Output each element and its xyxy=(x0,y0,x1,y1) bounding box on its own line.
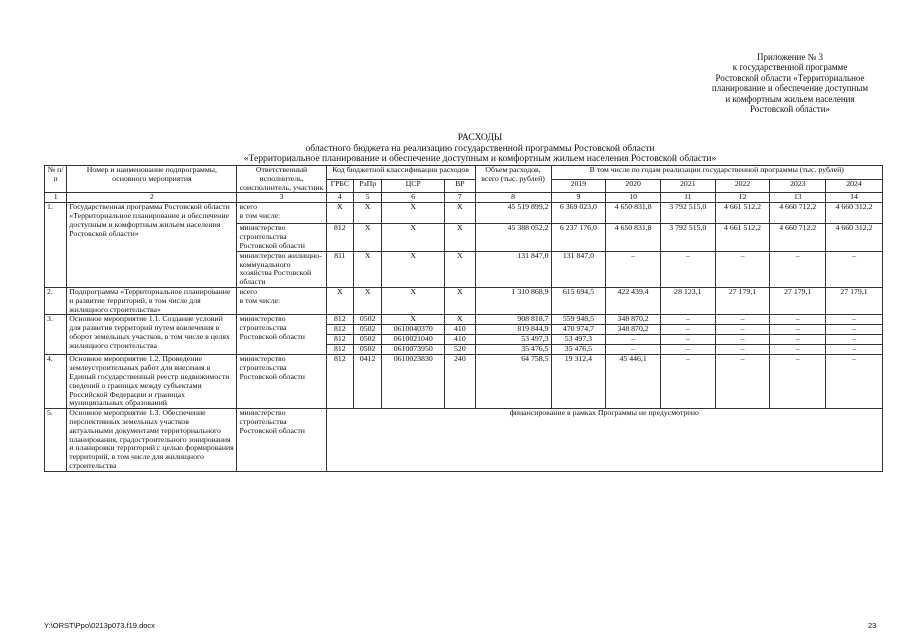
document-heading xyxy=(150,133,810,165)
cell-2020 xyxy=(606,315,661,355)
row-num: 2. xyxy=(45,287,67,314)
col-number: 4 xyxy=(326,193,353,203)
col-number: 11 xyxy=(660,193,715,203)
header-grbs: ГРБС xyxy=(326,179,353,193)
line-2024: – xyxy=(826,324,882,334)
cell-grbs: X xyxy=(326,287,353,314)
cell-2023: 4 660 712,2 xyxy=(770,203,826,224)
line-2024: – xyxy=(852,314,856,324)
col-number: 12 xyxy=(715,193,770,203)
col-number: 8 xyxy=(475,193,551,203)
line-csr: X xyxy=(410,314,417,324)
cell-2019: 6 369 023,0 xyxy=(551,203,606,224)
row-num: 1. xyxy=(45,203,67,288)
line-rzpr: 0502 xyxy=(359,314,376,324)
line-2020: 348 870,2 xyxy=(606,324,660,334)
cell-rzpr: X xyxy=(353,287,381,314)
cell-2020: 422 439,4 xyxy=(606,287,661,314)
table-row xyxy=(45,203,883,224)
cell-2022 xyxy=(715,315,770,355)
line-2022: – xyxy=(716,344,770,354)
cell-csr: X xyxy=(382,251,445,287)
row-num: 3. xyxy=(45,315,67,355)
row-name: Основное мероприятие 1.2. Проведение землеустроительных работ для внесения в Единый государственный реестр недвижимости сведений о границах между субъектами Российской Федерации и границах муниципальных образований xyxy=(67,355,237,409)
appendix-line: Ростовской области» xyxy=(749,104,831,115)
line-2021: – xyxy=(685,314,690,324)
line-csr: 0610040370 xyxy=(382,324,444,334)
cell-grbs: 812 xyxy=(326,224,353,251)
cell-2020: 4 650 831,8 xyxy=(606,203,661,224)
line-2022: – xyxy=(716,324,770,334)
row-executor: министерство строительства Ростовской области xyxy=(237,409,326,472)
table-row xyxy=(45,409,883,472)
cell-2024: 27 179,1 xyxy=(826,287,883,314)
cell-2022: – xyxy=(715,251,770,287)
cell-2024: 4 660 312,2 xyxy=(826,224,883,251)
line-2023: – xyxy=(795,314,800,324)
column-number-row xyxy=(45,193,883,203)
header-year: 2020 xyxy=(606,179,661,193)
cell-grbs: 811 xyxy=(326,251,353,287)
col-number: 5 xyxy=(353,193,381,203)
line-grbs: 812 xyxy=(327,324,353,334)
cell-2020: 45 446,1 xyxy=(606,355,661,409)
cell-2022: 27 179,1 xyxy=(715,287,770,314)
cell-volume: 64 758,5 xyxy=(475,355,551,409)
cell-volume: 45 519 899,2 xyxy=(475,203,551,224)
heading-line-1: областного бюджета на реализацию государственной программы Ростовской области xyxy=(305,142,655,154)
col-number: 9 xyxy=(551,193,606,203)
line-vr: 410 xyxy=(445,334,474,344)
cell-2023: – xyxy=(770,251,826,287)
cell-rzpr: X xyxy=(353,251,381,287)
row-executor: министерство строительства Ростовской области xyxy=(237,355,326,409)
line-2019: 470 974,7 xyxy=(552,324,606,334)
header-vr: ВР xyxy=(445,179,475,193)
cell-grbs xyxy=(326,315,353,355)
cell-2022: – xyxy=(715,355,770,409)
col-number: 14 xyxy=(826,193,883,203)
row-executor: министерство строительства Ростовской области xyxy=(237,315,326,355)
table-row xyxy=(45,287,883,314)
header-year: 2022 xyxy=(715,179,770,193)
cell-2024: – xyxy=(826,251,883,287)
cell-csr xyxy=(382,315,445,355)
line-2022: – xyxy=(740,314,745,324)
cell-2022: 4 661 512,2 xyxy=(715,224,770,251)
header-year: 2021 xyxy=(660,179,715,193)
cell-2020: 4 650 831,8 xyxy=(606,224,661,251)
cell-2021: 3 792 515,0 xyxy=(660,203,715,224)
col-number: 6 xyxy=(382,193,445,203)
cell-csr: X xyxy=(382,203,445,224)
header-volume: Объем расходов, всего (тыс. рублей) xyxy=(475,166,551,193)
cell-grbs: 812 xyxy=(326,355,353,409)
cell-vr xyxy=(445,315,475,355)
line-2019: 35 476,5 xyxy=(552,344,606,354)
header-csr: ЦСР xyxy=(382,179,445,193)
line-2019: 53 497,3 xyxy=(552,334,606,344)
line-2022: – xyxy=(716,334,770,344)
header-year: 2019 xyxy=(551,179,606,193)
col-number: 13 xyxy=(770,193,826,203)
cell-2023: – xyxy=(770,355,826,409)
cell-2021: – xyxy=(660,251,715,287)
cell-2024 xyxy=(826,315,883,355)
col-number: 10 xyxy=(606,193,661,203)
cell-2021: 28 123,1 xyxy=(660,287,715,314)
line-csr: 0610073950 xyxy=(382,344,444,354)
cell-2021: – xyxy=(660,355,715,409)
line-csr: 0610021040 xyxy=(382,334,444,344)
cell-csr: 0610023830 xyxy=(382,355,445,409)
line-2024: – xyxy=(826,334,882,344)
heading-title: РАСХОДЫ xyxy=(457,132,503,143)
appendix-line: к государственной программе xyxy=(732,62,848,73)
line-rzpr: 0502 xyxy=(354,344,381,354)
file-path: Y:\ORST\Ppo\0213p073.f19.docx xyxy=(44,621,155,630)
line-vr: 520 xyxy=(445,344,474,354)
page-number: 23 xyxy=(868,621,877,630)
line-grbs: 812 xyxy=(327,344,353,354)
line-2020: – xyxy=(606,334,660,344)
cell-rzpr xyxy=(353,315,381,355)
row-num: 5. xyxy=(45,409,67,472)
cell-volume: 131 847,0 xyxy=(475,251,551,287)
line-volume: 908 818,7 xyxy=(517,314,549,324)
appendix-block xyxy=(690,52,890,114)
cell-vr: 240 xyxy=(445,355,475,409)
col-number: 2 xyxy=(67,193,237,203)
cell-csr: X xyxy=(382,287,445,314)
cell-volume xyxy=(475,315,551,355)
col-number: 3 xyxy=(237,193,326,203)
row-executor: министерство жилищно-коммунального хозяйства Ростовской области xyxy=(237,251,326,287)
line-2021: – xyxy=(661,324,715,334)
line-grbs: 812 xyxy=(327,334,353,344)
cell-rzpr: X xyxy=(353,203,381,224)
row-name: Основное мероприятие 1.1. Создание условий для развития территорий путем вовлечения в оборот земельных участков, в том числе в целях жилищного строительства xyxy=(67,315,237,355)
header-year: 2024 xyxy=(826,179,883,193)
header-executor: Ответственный исполнитель, соисполнитель, участник xyxy=(237,166,326,193)
cell-volume: 1 310 868,9 xyxy=(475,287,551,314)
header-rzpr: РзПр xyxy=(353,179,381,193)
line-vr: X xyxy=(457,314,463,324)
cell-2024: – xyxy=(826,355,883,409)
header-years-group: В том числе по годам реализации государственной программы (тыс. рублей) xyxy=(551,166,882,180)
cell-2021: 3 792 515,0 xyxy=(660,224,715,251)
row-executor: всего в том числе: xyxy=(237,287,326,314)
line-volume: 53 497,3 xyxy=(476,334,551,344)
header-num: № п/п xyxy=(45,166,67,193)
line-2024: – xyxy=(826,344,882,354)
cell-vr: X xyxy=(445,203,475,224)
col-number: 7 xyxy=(445,193,475,203)
table-row xyxy=(45,355,883,409)
col-number: 1 xyxy=(45,193,67,203)
cell-2021 xyxy=(660,315,715,355)
header-row xyxy=(45,166,883,180)
line-2023: – xyxy=(770,344,825,354)
line-2023: – xyxy=(770,324,825,334)
line-rzpr: 0502 xyxy=(354,324,381,334)
line-2019: 559 948,5 xyxy=(562,314,594,324)
cell-2023: 4 660 712,2 xyxy=(770,224,826,251)
cell-vr: X xyxy=(445,224,475,251)
line-vr: 410 xyxy=(445,324,474,334)
line-2020: 348 870,2 xyxy=(617,314,649,324)
row-name: Подпрограмма «Территориальное планирование и развитие территорий, в том числе для жилищного строительства» xyxy=(67,287,237,314)
cell-vr: X xyxy=(445,287,475,314)
line-2020: – xyxy=(606,344,660,354)
cell-volume: 45 388 052,2 xyxy=(475,224,551,251)
cell-2019: 6 237 176,0 xyxy=(551,224,606,251)
cell-vr: X xyxy=(445,251,475,287)
cell-2019: 19 312,4 xyxy=(551,355,606,409)
row-name: Государственная программа Ростовской области «Территориальное планирование и обеспечение доступным и комфортным жильем населения Ростовской области» xyxy=(67,203,237,288)
cell-2019: 615 694,5 xyxy=(551,287,606,314)
line-2023: – xyxy=(770,334,825,344)
appendix-line: и комфортным жильем населения xyxy=(725,93,855,104)
cell-csr: X xyxy=(382,224,445,251)
header-name: Номер и наименование подпрограммы, основного мероприятия xyxy=(67,166,237,193)
table-row xyxy=(45,315,883,355)
line-volume: 35 476,5 xyxy=(476,344,551,354)
financing-note: финансирование в рамках Программы не предусмотрено xyxy=(326,409,882,472)
line-2021: – xyxy=(661,344,715,354)
cell-grbs: X xyxy=(326,203,353,224)
cell-2023: 27 179,1 xyxy=(770,287,826,314)
row-name: Основное мероприятие 1.3. Обеспечение перспективных земельных участков актуальными документами территориального планирования, градостроительного зонирования и планировки территорий с целью формирования территорий, в том числе для жилищного строительства xyxy=(67,409,237,472)
appendix-line: Приложение № 3 xyxy=(757,52,823,62)
heading-line-2: «Территориальное планирование и обеспечение доступным и комфортным жильем населения Ростовской области» xyxy=(243,153,717,165)
appendix-line: Ростовской области «Территориальное xyxy=(715,72,865,83)
expenses-table xyxy=(44,165,883,472)
row-executor: всего в том числе: xyxy=(237,203,326,224)
line-volume: 819 844,9 xyxy=(476,324,551,334)
cell-2019 xyxy=(551,315,606,355)
line-rzpr: 0502 xyxy=(354,334,381,344)
appendix-line: планирование и обеспечение доступным xyxy=(711,83,869,94)
row-executor: министерство строительства Ростовской области xyxy=(237,224,326,251)
cell-rzpr: X xyxy=(353,224,381,251)
cell-rzpr: 0412 xyxy=(353,355,381,409)
row-num: 4. xyxy=(45,355,67,409)
line-grbs: 812 xyxy=(333,314,346,324)
header-year: 2023 xyxy=(770,179,826,193)
cell-2020: – xyxy=(606,251,661,287)
cell-2022: 4 661 512,2 xyxy=(715,203,770,224)
cell-2023 xyxy=(770,315,826,355)
line-2021: – xyxy=(661,334,715,344)
cell-2019: 131 847,0 xyxy=(551,251,606,287)
header-code-group: Код бюджетной классификации расходов xyxy=(326,166,475,180)
cell-2024: 4 660 312,2 xyxy=(826,203,883,224)
